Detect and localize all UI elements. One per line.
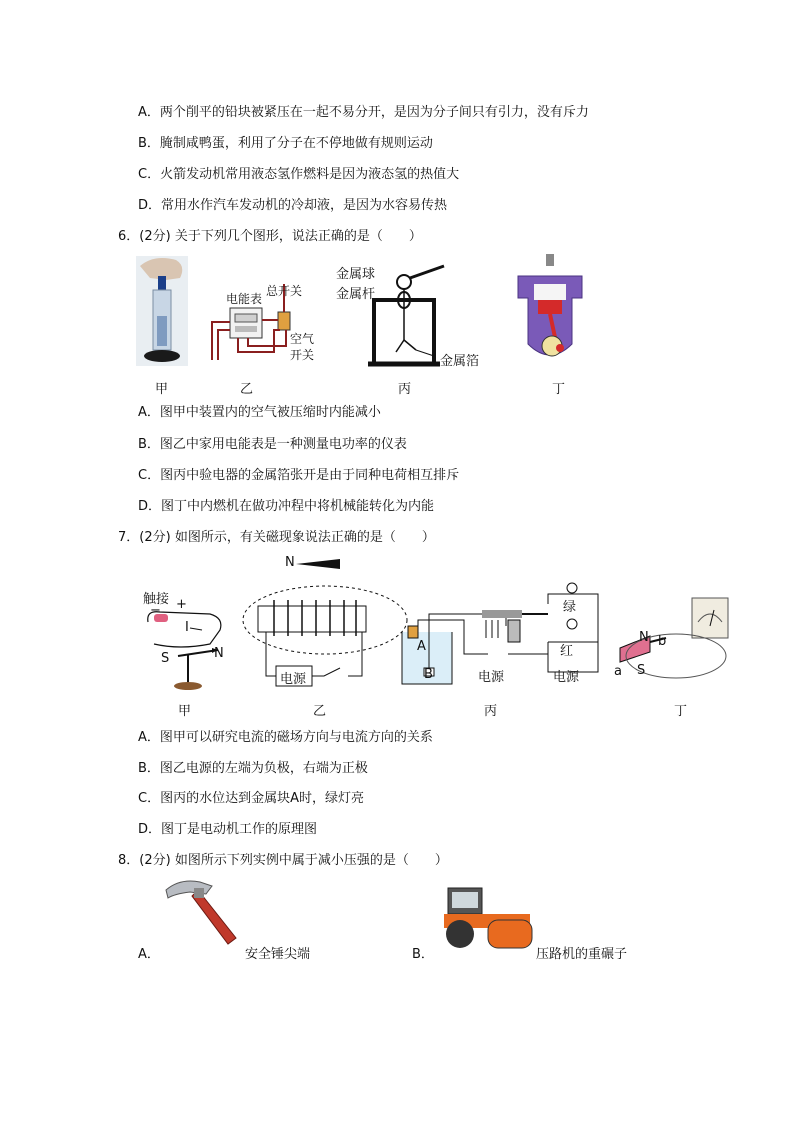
q6-metal-ball-label: 金属球 xyxy=(336,267,376,282)
q6-option-d: D．图丁中内燃机在做功冲程中将机械能转化为内能 xyxy=(138,499,435,514)
q8-option-b-caption: 压路机的重碾子 xyxy=(536,947,628,962)
q7-label-jia: 甲 xyxy=(178,704,192,719)
q5-option-d: D．常用水作汽车发动机的冷却液，是因为水容易传热 xyxy=(138,198,448,213)
q6-stem: 6．(2分) 关于下列几个图形，说法正确的是（ ） xyxy=(118,229,422,244)
q5-option-c: C．火箭发动机常用液态氢作燃料是因为液态氢的热值大 xyxy=(138,167,460,182)
q6-air-switch-label-1: 空气 xyxy=(290,332,315,346)
q7-label-ding: 丁 xyxy=(674,704,688,719)
q7-minus-label: − xyxy=(150,603,161,618)
q7-fig-ding-generator xyxy=(616,596,736,686)
q7-bing-power2-label: 电源 xyxy=(553,670,580,685)
q6-label-yi: 乙 xyxy=(240,382,254,397)
q7-green-label: 绿 xyxy=(563,600,577,615)
q8-safety-hammer-image xyxy=(160,876,244,948)
q7-bing-power1-label: 电源 xyxy=(478,670,505,685)
q7-ding-s-label: S xyxy=(637,663,646,678)
q7-label-bing: 丙 xyxy=(484,704,498,719)
q6-metal-rod-label: 金属杆 xyxy=(336,287,376,302)
q6-option-b: B．图乙中家用电能表是一种测量电功率的仪表 xyxy=(138,437,407,452)
q6-air-switch-label-2: 开关 xyxy=(290,348,315,362)
q8-option-a-letter: A． xyxy=(138,947,160,962)
q7-yi-n-label: N xyxy=(285,555,295,570)
q8-option-a-caption: 安全锤尖端 xyxy=(245,947,311,962)
q6-label-ding: 丁 xyxy=(552,382,566,397)
q6-fig-jia-compression-tube xyxy=(136,256,188,366)
q7-ding-b-label: b xyxy=(658,634,667,649)
q7-current-label: I xyxy=(185,620,189,635)
q6-option-a: A．图甲中装置内的空气被压缩时内能减小 xyxy=(138,405,381,420)
q5-option-a: A．两个削平的铅块被紧压在一起不易分开，是因为分子间只有引力，没有斥力 xyxy=(138,105,589,120)
q7-bing-b-label: B xyxy=(424,667,433,682)
q8-stem: 8．(2分) 如图所示下列实例中属于减小压强的是（ ） xyxy=(118,853,448,868)
q7-ding-n-label: N xyxy=(639,630,649,645)
q8-road-roller-image xyxy=(438,884,534,950)
q6-fig-ding-engine xyxy=(512,254,588,368)
q6-label-jia: 甲 xyxy=(155,382,169,397)
q8-option-b-letter: B． xyxy=(412,947,434,962)
q7-n-label: N xyxy=(214,646,224,661)
q6-meter-label: 电能表 xyxy=(226,292,263,306)
q7-red-label: 红 xyxy=(560,644,574,659)
q7-yi-power-label: 电源 xyxy=(280,672,307,687)
q7-option-a: A．图甲可以研究电流的磁场方向与电流方向的关系 xyxy=(138,730,433,745)
q7-bing-a-label: A xyxy=(417,639,426,654)
q6-metal-foil-label: 金属箔 xyxy=(440,354,480,369)
q7-option-b: B．图乙电源的左端为负极，右端为正极 xyxy=(138,761,368,776)
q7-plus-label: + xyxy=(176,597,187,612)
q5-option-b: B．腌制咸鸭蛋，利用了分子在不停地做有规则运动 xyxy=(138,136,433,151)
q6-main-switch-label: 总开关 xyxy=(266,284,303,298)
q7-label-yi: 乙 xyxy=(313,704,327,719)
q6-label-bing: 丙 xyxy=(398,382,412,397)
q7-stem: 7．(2分) 如图所示，有关磁现象说法正确的是（ ） xyxy=(118,530,435,545)
q7-option-d: D．图丁是电动机工作的原理图 xyxy=(138,822,318,837)
q7-touch-label: 触接 xyxy=(143,592,170,607)
q6-option-c: C．图丙中验电器的金属箔张开是由于同种电荷相互排斥 xyxy=(138,468,460,483)
q7-option-c: C．图丙的水位达到金属块A时，绿灯亮 xyxy=(138,791,364,806)
q7-fig-yi-solenoid xyxy=(240,556,410,690)
q7-ding-a-label: a xyxy=(614,664,622,679)
q7-s-label: S xyxy=(161,651,170,666)
